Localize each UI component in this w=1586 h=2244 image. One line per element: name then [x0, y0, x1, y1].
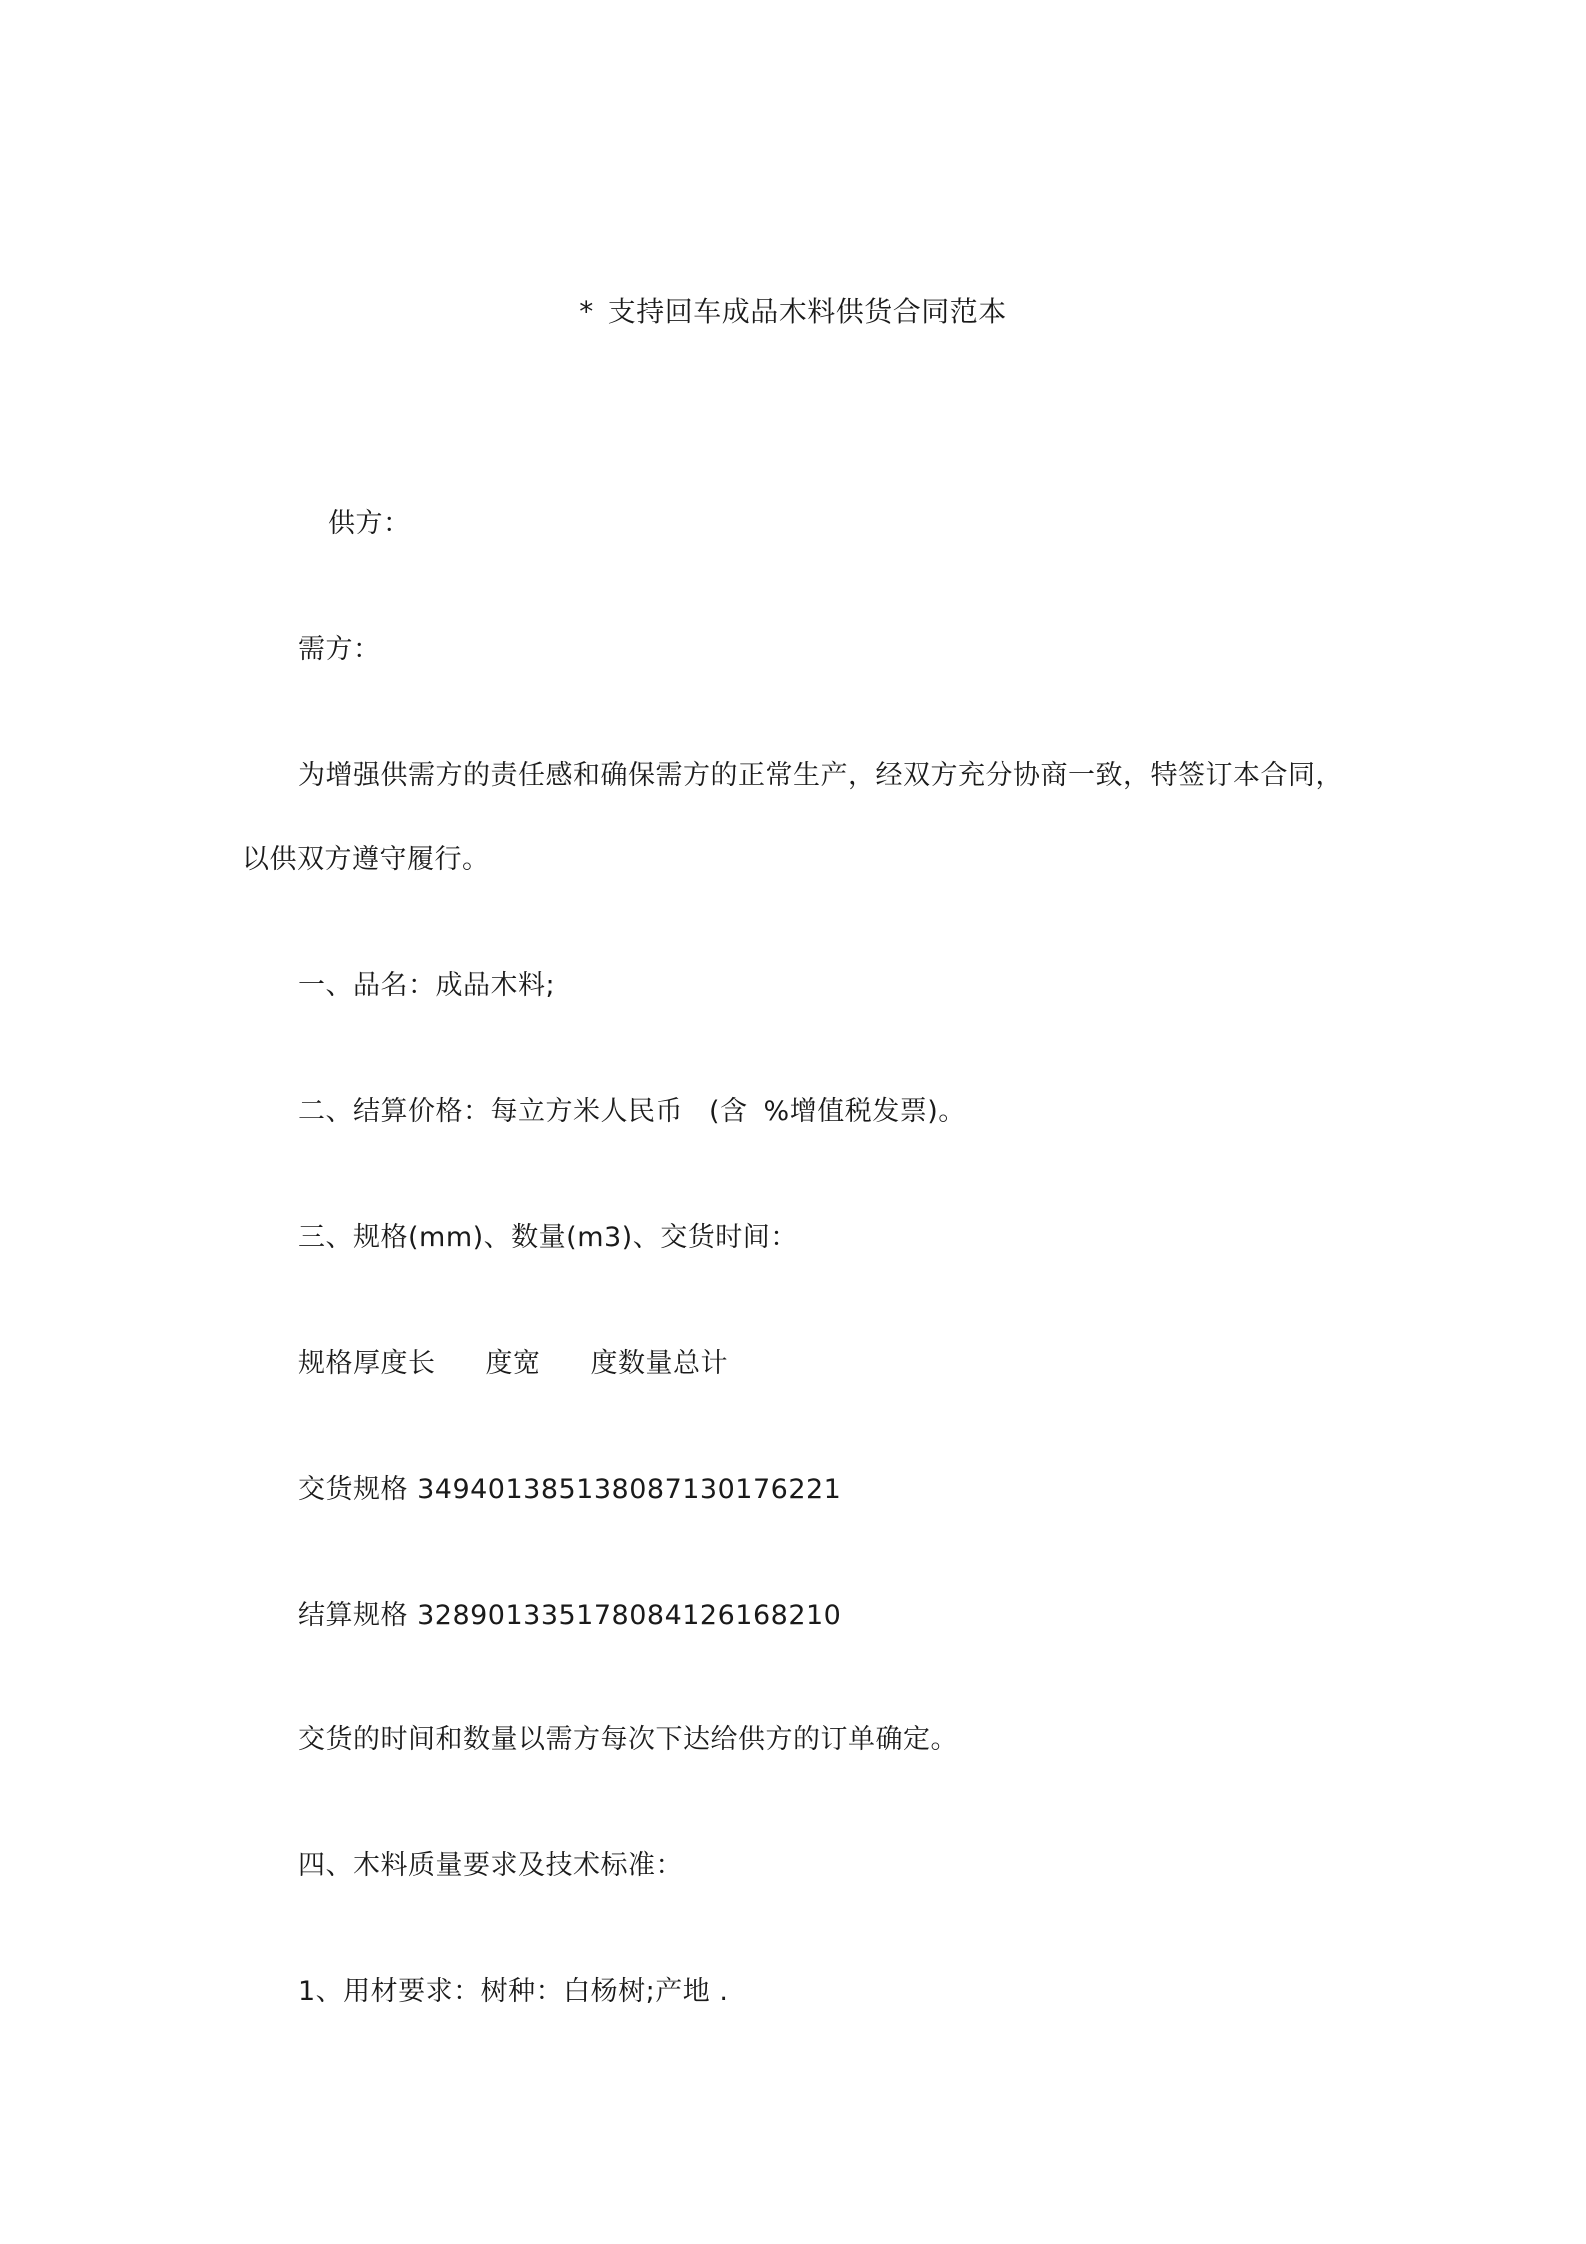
spec-header-part3: 度数量总计 — [590, 1348, 728, 1379]
sub-clause-material-requirements: 1、用材要求：树种：白杨树;产地 . — [298, 1976, 729, 2007]
spec-header-part1: 规格厚度长 — [298, 1348, 436, 1379]
price-text: 二、结算价格：每立方米人民币 — [298, 1096, 683, 1127]
spec-table-header — [298, 1346, 728, 1382]
clause-settlement-price — [298, 1094, 966, 1130]
clause-spec-quantity-time: 三、规格(mm)、数量(m3)、交货时间： — [298, 1222, 798, 1253]
title-text: 支持回车成品木料供货合同范本 — [607, 295, 1007, 328]
intro-paragraph-line2: 以供双方遵守履行。 — [242, 844, 490, 875]
price-tax-text: %增值税发票)。 — [763, 1096, 966, 1127]
settlement-spec-row: 结算规格 328901335178084126168210 — [298, 1600, 842, 1631]
clause-quality-standards: 四、木料质量要求及技术标准： — [298, 1850, 683, 1881]
price-tax-open: (含 — [709, 1096, 748, 1127]
delivery-spec-row: 交货规格 349401385138087130176221 — [298, 1474, 842, 1505]
supplier-label: 供方： — [328, 508, 411, 539]
document-title — [0, 294, 1586, 330]
clause-product-name: 一、品名：成品木料; — [298, 970, 556, 1001]
intro-paragraph-line1: 为增强供需方的责任感和确保需方的正常生产，经双方充分协商一致，特签订本合同， — [298, 760, 1343, 791]
delivery-note: 交货的时间和数量以需方每次下达给供方的订单确定。 — [298, 1724, 958, 1755]
buyer-label: 需方： — [298, 634, 381, 665]
title-marker: * — [579, 295, 594, 328]
spec-header-part2: 度宽 — [485, 1348, 541, 1379]
